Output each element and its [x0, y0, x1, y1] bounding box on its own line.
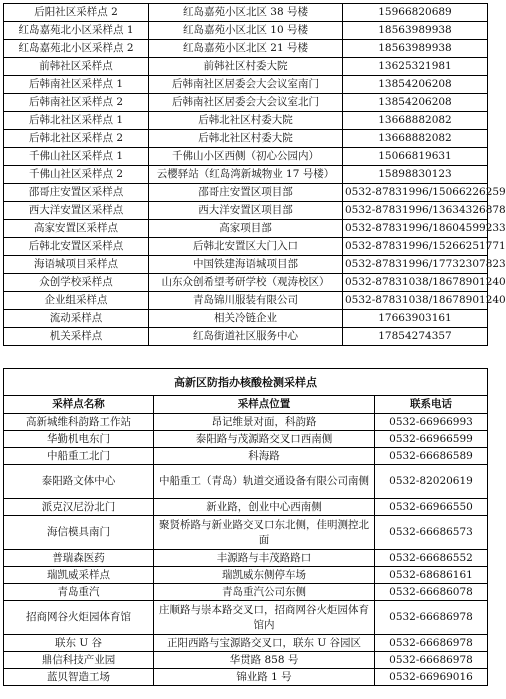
cell-location: 后韩北社区村委大院	[149, 130, 343, 148]
cell-phone: 15898830123	[343, 166, 488, 184]
cell-location: 庄顺路与崇本路交叉口，招商网谷火炬园体育馆内	[154, 601, 375, 635]
cell-name: 红岛嘉苑北小区采样点 1	[4, 22, 149, 40]
sampling-points-table-1	[3, 3, 506, 346]
table-title: 高新区防指办核酸检测采样点	[4, 369, 488, 396]
table-row	[4, 499, 488, 516]
cell-name: 红岛嘉苑北小区采样点 2	[4, 40, 149, 58]
cell-location: 聚贤桥路与新业路交叉口东北侧，佳明测控北面	[154, 516, 375, 550]
cell-phone: 13854206208	[343, 94, 488, 112]
table-row	[4, 184, 488, 202]
cell-location: 西大洋安置区项目部	[149, 202, 343, 220]
cell-phone: 15966820689	[343, 4, 488, 22]
cell-phone: 0532-66686573	[375, 516, 488, 550]
cell-location: 青岛锦川服装有限公司	[149, 292, 343, 310]
table-row	[4, 130, 488, 148]
cell-name: 高新城维科韵路工作站	[4, 414, 154, 431]
cell-location: 红岛街道社区服务中心	[149, 328, 343, 346]
cell-phone: 0532-87831996/18604599233	[343, 220, 488, 238]
cell-location: 后韩北安置区大门入口	[149, 238, 343, 256]
cell-phone: 0532-66966550	[375, 499, 488, 516]
cell-location: 中国铁建海语城项目部	[149, 256, 343, 274]
table-row	[4, 431, 488, 448]
cell-location: 云樱驿站（红岛湾新城物业 17 号楼）	[149, 166, 343, 184]
cell-location: 红岛嘉苑小区北区 38 号楼	[149, 4, 343, 22]
cell-location: 红岛嘉苑小区北区 21 号楼	[149, 40, 343, 58]
cell-phone: 13625321981	[343, 58, 488, 76]
cell-phone: 0532-87831996/17732307823	[343, 256, 488, 274]
cell-phone: 0532-68686161	[375, 567, 488, 584]
table-gap	[0, 351, 492, 367]
cell-name: 后韩南社区采样点 1	[4, 76, 149, 94]
cell-name: 招商网谷火炬园体育馆	[4, 601, 154, 635]
cell-location: 科海路	[154, 448, 375, 465]
cell-phone: 0532-66686078	[375, 584, 488, 601]
cell-name: 海信模具南门	[4, 516, 154, 550]
cell-location: 正阳西路与宝源路交叉口，联东 U 谷园区	[154, 635, 375, 652]
cell-name: 海语城项目采样点	[4, 256, 149, 274]
cell-location: 后韩南社区居委会大会议室北门	[149, 94, 343, 112]
cell-name: 西大洋安置区采样点	[4, 202, 149, 220]
table-row	[4, 635, 488, 652]
table-row	[4, 669, 488, 686]
column-header-location: 采样点位置	[154, 396, 375, 414]
cell-name: 普瑞森医药	[4, 550, 154, 567]
cell-location: 后韩南社区居委会大会议室南门	[149, 76, 343, 94]
cell-name: 众创学校采样点	[4, 274, 149, 292]
table-row	[4, 652, 488, 669]
cell-phone: 18563989938	[343, 40, 488, 58]
cell-phone: 13668882082	[343, 112, 488, 130]
cell-location: 中船重工（青岛）轨道交通设备有限公司南侧	[154, 465, 375, 499]
cell-name: 华勤机电东门	[4, 431, 154, 448]
cell-phone: 0532-66966599	[375, 431, 488, 448]
cell-phone: 15066819631	[343, 148, 488, 166]
cell-phone: 0532-87831996/13634326878	[343, 202, 488, 220]
sampling-points-table-2	[3, 368, 488, 686]
cell-name: 邵哥庄安置区采样点	[4, 184, 149, 202]
cell-location: 锦业路 1 号	[154, 669, 375, 686]
table-row	[4, 238, 488, 256]
cell-location: 千佛山小区西侧（初心公园内）	[149, 148, 343, 166]
cell-phone: 18563989938	[343, 22, 488, 40]
table-row	[4, 220, 488, 238]
cell-name: 后韩北社区采样点 1	[4, 112, 149, 130]
cell-phone: 0532-66686978	[375, 635, 488, 652]
cell-location: 瑞凯威东侧停车场	[154, 567, 375, 584]
cell-location: 后韩北社区村委大院	[149, 112, 343, 130]
cell-name: 企业组采样点	[4, 292, 149, 310]
table-row	[4, 148, 488, 166]
table-row	[4, 567, 488, 584]
cell-location: 新业路，创业中心西南侧	[154, 499, 375, 516]
cell-location: 邵哥庄安置区项目部	[149, 184, 343, 202]
column-header-name: 采样点名称	[4, 396, 154, 414]
table-row	[4, 584, 488, 601]
table-row	[4, 292, 488, 310]
table-row	[4, 202, 488, 220]
cell-location: 红岛嘉苑小区北区 10 号楼	[149, 22, 343, 40]
cell-phone: 0532-66686978	[375, 601, 488, 635]
cell-name: 后韩南社区采样点 2	[4, 94, 149, 112]
table-row	[4, 414, 488, 431]
cell-name: 机关采样点	[4, 328, 149, 346]
table-row	[4, 94, 488, 112]
cell-phone: 13854206208	[343, 76, 488, 94]
cell-name: 前韩社区采样点	[4, 58, 149, 76]
cell-name: 千佛山社区采样点 1	[4, 148, 149, 166]
table-row	[4, 516, 488, 550]
cell-name: 中船重工北门	[4, 448, 154, 465]
table-row	[4, 166, 488, 184]
cell-phone: 0532-66686552	[375, 550, 488, 567]
table-row	[4, 256, 488, 274]
table-row	[4, 465, 488, 499]
cell-name: 鼎信科技产业园	[4, 652, 154, 669]
cell-location: 昂记维景对面，科韵路	[154, 414, 375, 431]
table-row	[4, 22, 488, 40]
table-row	[4, 601, 488, 635]
cell-phone: 0532-87831996/15266251771	[343, 238, 488, 256]
table-row	[4, 4, 488, 22]
cell-phone: 17663903161	[343, 310, 488, 328]
cell-name: 瑞凯威采样点	[4, 567, 154, 584]
cell-location: 青岛重汽公司东侧	[154, 584, 375, 601]
cell-name: 后韩北社区采样点 2	[4, 130, 149, 148]
cell-phone: 13668882082	[343, 130, 488, 148]
cell-name: 蓝贝智造工场	[4, 669, 154, 686]
table-row	[4, 550, 488, 567]
table-row	[4, 40, 488, 58]
cell-name: 千佛山社区采样点 2	[4, 166, 149, 184]
cell-phone: 0532-66686589	[375, 448, 488, 465]
cell-name: 流动采样点	[4, 310, 149, 328]
table-row	[4, 310, 488, 328]
cell-name: 派克汉尼汾北门	[4, 499, 154, 516]
cell-phone: 0532-82020619	[375, 465, 488, 499]
cell-phone: 17854274357	[343, 328, 488, 346]
cell-location: 华贯路 858 号	[154, 652, 375, 669]
cell-location: 相关冷链企业	[149, 310, 343, 328]
cell-phone: 0532-87831038/18678901240	[343, 292, 488, 310]
cell-location: 山东众创希望考研学校（观涛校区）	[149, 274, 343, 292]
cell-location: 高家项目部	[149, 220, 343, 238]
cell-name: 后韩北安置区采样点	[4, 238, 149, 256]
cell-name: 青岛重汽	[4, 584, 154, 601]
cell-location: 前韩社区村委大院	[149, 58, 343, 76]
cell-phone: 0532-66969016	[375, 669, 488, 686]
cell-name: 高家安置区采样点	[4, 220, 149, 238]
cell-phone: 0532-66966993	[375, 414, 488, 431]
table-row	[4, 112, 488, 130]
table-row	[4, 328, 488, 346]
cell-phone: 0532-66686978	[375, 652, 488, 669]
cell-phone: 0532-87831996/15066226259	[343, 184, 488, 202]
table-row	[4, 274, 488, 292]
cell-location: 丰源路与丰茂路路口	[154, 550, 375, 567]
column-header-phone: 联系电话	[375, 396, 488, 414]
cell-name: 后阳社区采样点 2	[4, 4, 149, 22]
cell-name: 泰阳路文体中心	[4, 465, 154, 499]
cell-name: 联东 U 谷	[4, 635, 154, 652]
cell-phone: 0532-87831038/18678901240	[343, 274, 488, 292]
table-row	[4, 448, 488, 465]
table-row	[4, 76, 488, 94]
table-row	[4, 58, 488, 76]
cell-location: 泰阳路与茂源路交叉口西南侧	[154, 431, 375, 448]
